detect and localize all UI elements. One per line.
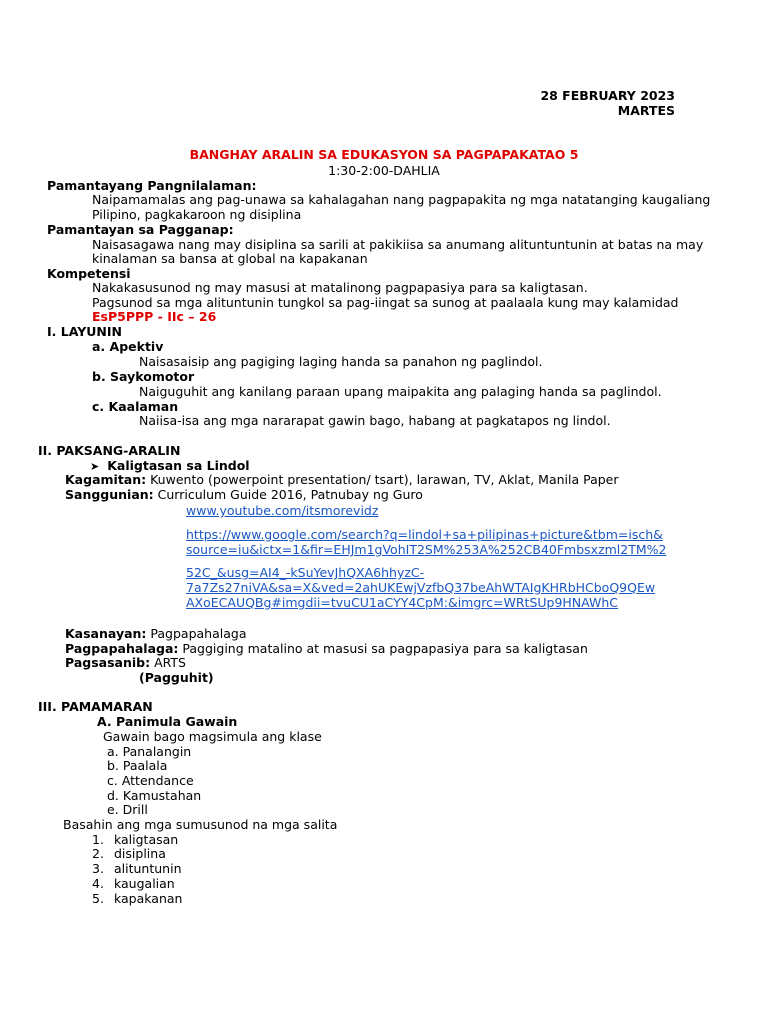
basahin-instruction: Basahin ang mga sumusunod na mga salita [63,817,338,832]
pamantayang-pangnilalaman-line-2: Pilipino, pagkakaroon ng disiplina [92,207,302,222]
pamantayan-sa-pagganap-line-2: kinalaman sa bansa at global na kapakanan [92,251,368,266]
gawain-intro: Gawain bago magsimula ang klase [103,729,322,744]
pagpapahalaga-label: Pagpapahalaga: [65,641,179,656]
layunin-item-label: c. Kaalaman [92,399,179,414]
google-search-link-line-3[interactable]: 52C_&usg=AI4_-kSuYevJhQXA6hhyzC- [186,565,425,580]
layunin-item-text: Naiguguhit ang kanilang paraan upang maipakita ang palaging handa sa paglindol. [139,384,662,399]
topic-text: Kaligtasan sa Lindol [107,458,250,473]
sanggunian [65,487,423,502]
pagpapahalaga-text: Paggiging matalino at masusi sa pagpapasiya para sa kaligtasan [182,641,588,656]
sanggunian-text: Curriculum Guide 2016, Patnubay ng Guro [157,487,423,502]
pagsasanib [65,655,186,670]
word-item [92,876,175,891]
list-item: b. Paalala [107,758,168,773]
word-item [92,891,182,906]
day: MARTES [617,103,675,118]
kasanayan-text: Pagpapahalaga [150,626,247,641]
document-title: BANGHAY ARALIN SA EDUKASYON SA PAGPAPAKATAO 5 [189,147,579,162]
list-item: c. Attendance [107,773,194,788]
panimula-gawain-heading: A. Panimula Gawain [97,714,238,729]
kompetensi-line-1: Nakakasusunod ng may masusi at matalinong pagpapasiya para sa kaligtasan. [92,280,588,295]
list-item: d. Kamustahan [107,788,202,803]
kagamitan-label: Kagamitan: [65,472,147,487]
word-text: kapakanan [114,891,183,906]
pamantayan-sa-pagganap-label: Pamantayan sa Pagganap: [47,222,234,237]
layunin-item-label: a. Apektiv [92,339,164,354]
word-text: kaligtasan [114,832,179,847]
arrow-bullet-icon: ➤ [90,460,100,473]
word-item [92,832,178,847]
paksang-aralin-heading: II. PAKSANG-ARALIN [38,443,181,458]
word-number: 2. [92,846,104,861]
word-text: disiplina [114,846,166,861]
kagamitan [65,472,619,487]
pagsasanib-text: ARTS [154,655,186,670]
kasanayan [65,626,247,641]
google-search-link-line-1[interactable]: https://www.google.com/search?q=lindol+sa+pilipinas+picture&tbm=isch& [186,527,663,542]
list-item: a. Panalangin [107,744,192,759]
layunin-item-label: b. Saykomotor [92,369,195,384]
sanggunian-label: Sanggunian: [65,487,154,502]
google-search-link-line-2[interactable]: source=iu&ictx=1&fir=EHJm1gVohIT2SM%253A%252CB40Fmbsxzml2TM%2 [186,542,667,557]
kagamitan-text: Kuwento (powerpoint presentation/ tsart), larawan, TV, Aklat, Manila Paper [150,472,619,487]
pagsasanib-label: Pagsasanib: [65,655,151,670]
schedule: 1:30-2:00-DAHLIA [328,163,440,178]
kasanayan-label: Kasanayan: [65,626,147,641]
pamantayan-sa-pagganap-line-1: Naisasagawa nang may disiplina sa sarili at pakikiisa sa anumang alituntuntunin at batas na may [92,237,704,252]
competency-code: EsP5PPP - IIc – 26 [92,309,217,324]
layunin-heading: I. LAYUNIN [47,324,122,339]
google-search-link-line-4[interactable]: 7a7Zs27niVA&sa=X&ved=2ahUKEwjVzfbQ37beAhWTAIgKHRbHCboQ9QEw [186,580,656,595]
pamantayang-pangnilalaman-label: Pamantayang Pangnilalaman: [47,178,257,193]
word-number: 1. [92,832,104,847]
google-search-link-line-5[interactable]: AXoECAUQBg#imgdii=tvuCU1aCYY4CpM:&imgrc=WRtSUp9HNAWhC [186,595,619,610]
word-number: 4. [92,876,104,891]
word-number: 3. [92,861,104,876]
pamantayang-pangnilalaman-line-1: Naipamamalas ang pag-unawa sa kahalagahan nang pagpapakita ng mga natatanging kaugaliang [92,192,711,207]
pagpapahalaga [65,641,588,656]
word-item [92,846,166,861]
kompetensi-line-2: Pagsunod sa mga alituntunin tungkol sa pag-iingat sa sunog at paalaala kung may kalamidad [92,295,679,310]
pagguhit: (Pagguhit) [139,670,214,685]
youtube-link[interactable]: www.youtube.com/itsmorevidz [186,503,379,518]
layunin-item-text: Naiisa-isa ang mga nararapat gawin bago, habang at pagkatapos ng lindol. [139,413,611,428]
list-item: e. Drill [107,802,148,817]
word-text: kaugalian [114,876,175,891]
kompetensi-label: Kompetensi [47,266,131,281]
word-item [92,861,182,876]
word-text: alituntunin [114,861,182,876]
layunin-item-text: Naisasaisip ang pagiging laging handa sa panahon ng paglindol. [139,354,543,369]
word-number: 5. [92,891,104,906]
pamamaran-heading: III. PAMAMARAN [38,699,153,714]
date: 28 FEBRUARY 2023 [540,88,675,103]
